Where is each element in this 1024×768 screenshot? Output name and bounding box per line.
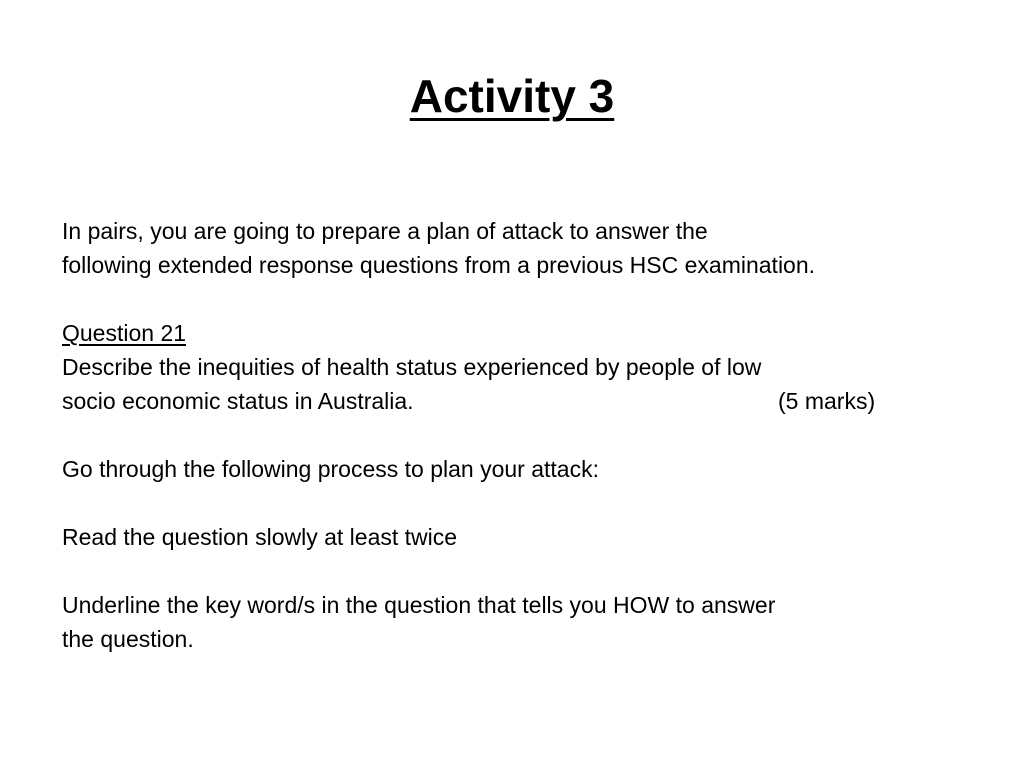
question-label: Question 21 — [62, 320, 187, 346]
question-label-line — [62, 316, 962, 350]
spacer — [62, 486, 962, 520]
intro-line-1: In pairs, you are going to prepare a plan of attack to answer the — [62, 218, 708, 244]
question-line-2-row — [62, 384, 962, 418]
step-2-line-1: Underline the key word/s in the question that tells you HOW to answer — [62, 592, 776, 618]
slide-title — [0, 64, 1024, 128]
step-2-line-2: the question. — [62, 626, 194, 652]
question-line-2: socio economic status in Australia. — [62, 388, 414, 414]
step-1: Read the question slowly at least twice — [62, 524, 458, 550]
question-marks: (5 marks) — [778, 388, 876, 414]
process-intro: Go through the following process to plan your attack: — [62, 456, 599, 482]
intro-line-2: following extended response questions from a previous HSC examination. — [62, 252, 816, 278]
spacer — [62, 282, 962, 316]
spacer — [62, 418, 962, 452]
slide-body — [62, 214, 962, 656]
question-line-1: Describe the inequities of health status experienced by people of low — [62, 354, 762, 380]
slide-title-text: Activity 3 — [409, 70, 615, 122]
spacer — [62, 554, 962, 588]
